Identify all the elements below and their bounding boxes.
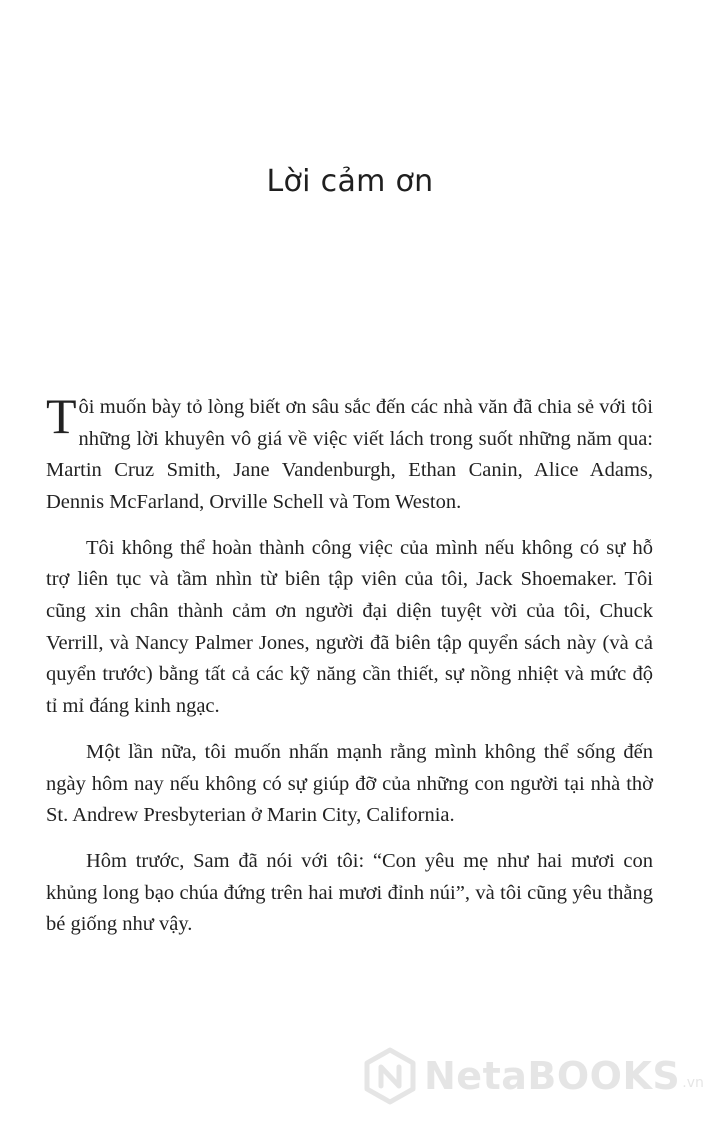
watermark-suffix: .vn xyxy=(682,1075,704,1091)
page-title: Lời cảm ơn xyxy=(266,164,434,199)
drop-cap: T xyxy=(46,388,77,444)
watermark xyxy=(364,1046,704,1106)
acknowledgements-body xyxy=(46,388,653,956)
paragraph-2: Tôi không thể hoàn thành công việc của mình nếu không có sự hỗ trợ liên tục và tầm nhìn từ biên tập viên của tôi, Jack Shoemaker. Tôi cũng xin chân thành cảm ơn người đại diện tuyệt vời của tôi, Chuck Verrill, và Nancy Palmer Jones, người đã biên tập quyển sách này (và cả quyển trước) bằng tất cả các kỹ năng cần thiết, sự nồng nhiệt và mức độ tỉ mỉ đáng kinh ngạc. xyxy=(46,536,653,717)
netabooks-logo-icon xyxy=(364,1048,416,1104)
paragraph-1 xyxy=(46,388,653,518)
paragraph-1-text: ôi muốn bày tỏ lòng biết ơn sâu sắc đến các nhà văn đã chia sẻ với tôi những lời khuyên vô giá về việc viết lách trong suốt những năm qua: Martin Cruz Smith, Jane Vandenburgh, Ethan Canin, Alice Adams, Dennis McFarland, Orville Schell và Tom Weston. xyxy=(46,396,653,513)
paragraph-3: Một lần nữa, tôi muốn nhấn mạnh rằng mình không thể sống đến ngày hôm nay nếu không có sự giúp đỡ của những con người tại nhà thờ St. Andrew Presbyterian ở Marin City, California. xyxy=(46,740,653,827)
paragraph-4: Hôm trước, Sam đã nói với tôi: “Con yêu mẹ như hai mươi con khủng long bạo chúa đứng trên hai mươi đỉnh núi”, và tôi cũng yêu thằng bé giống như vậy. xyxy=(46,850,653,936)
watermark-brand: NetaBOOKS xyxy=(424,1054,681,1098)
